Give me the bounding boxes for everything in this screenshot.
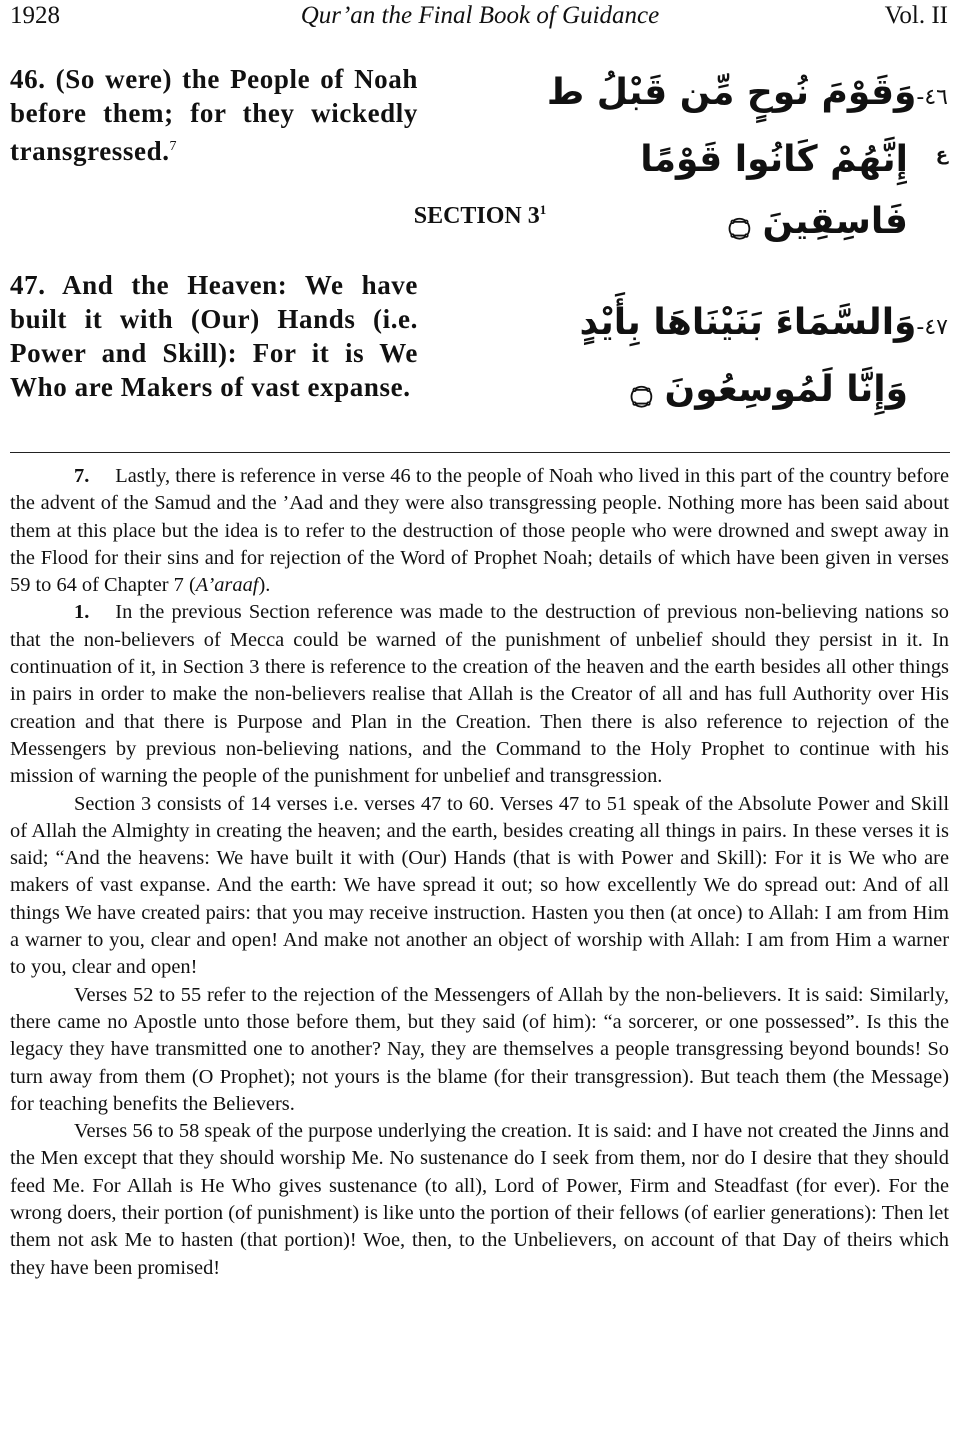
footnotes — [10, 463, 949, 1282]
verse-46-arabic-line2: إِنَّهُمْ كَانُوا قَوْمًا فَاسِقِينَ ۝ — [640, 139, 908, 242]
verse-46-text: 46. (So were) the People of Noah before them; for they wickedly transgressed. — [10, 64, 418, 166]
divider-rule — [10, 452, 950, 453]
footnote-ref-7: 7 — [169, 139, 178, 154]
verse-47-arabic-number: ٤٧- — [916, 315, 948, 340]
footnote-7-label: 7. — [74, 465, 90, 487]
running-header — [10, 2, 950, 36]
book-title: Qur’an the Final Book of Guidance — [300, 2, 660, 29]
verse-47-arabic — [528, 292, 948, 421]
verse-46-arabic-number: ٤٦- — [916, 85, 948, 110]
commentary-paragraph-3: Verses 56 to 58 speak of the purpose underlying the creation. It is said: and I have not created the Jinns and the Men except that they should worship Me. No sustenance do I seek from them, nor do I desire that they should feed Me. For Allah is He Who gives sustenance (to all), Lord of Power, Firm and Steadfast (for ever). For the wrong doers, their portion (of punishment) is like unto the portion of their fellows (of earlier generations): Then let them not ask Me to hasten (that portion)! Woe, then, to the Unbelievers, on account of that Day of theirs which they have been promised! — [10, 1120, 949, 1279]
footnote-ref-1: 1 — [539, 202, 547, 217]
commentary-paragraph-2: Verses 52 to 55 refer to the rejection of the Messengers of Allah by the non-believers. It is said: Similarly, there came no Apostle unto those before them, but they said (of him): “a sorcerer, or one possessed”. Is this the legacy they have transmitted one to another? Nay, they are themselves a people transgressing beyond bounds! So turn away from them (O Prophet); not yours is the blame (for their transgression). But teach them (the Message) for teaching benefits the Believers. — [10, 983, 949, 1115]
footnote-7: 7. Lastly, there is reference in verse 46 to the people of Noah who lived in this part of the country before the advent of the Samud and the ’Aad and they were also transgressing people. Nothing more has been said about them at this place but the idea is to refer to the destruction of those people who were drowned and swept away in the Flood for their sins and for rejection of the Word of Prophet Noah; details of which have been given in verses 59 to 64 of Chapter 7 (A’araaf). — [10, 465, 949, 597]
footnote-1-label: 1. — [74, 601, 90, 624]
section-heading — [0, 202, 960, 230]
ruku-mark: ع — [935, 144, 948, 165]
section-title: SECTION 3 — [413, 203, 540, 229]
verse-46-translation — [10, 62, 418, 168]
verse-47-arabic-line2: وَإِنَّا لَمُوسِعُونَ ۝ — [630, 369, 908, 410]
volume-label: Vol. II — [884, 2, 948, 29]
verse-47-translation: 47. And the Heaven: We have built it with (Our) Hands (i.e. Power and Skill): For it is We Who are Makers of vast expanse. — [10, 270, 418, 402]
verse-47-arabic-line1: ٤٧-وَالسَّمَاءَ بَنَيْنَاهَا بِأَيْدٍ — [579, 302, 948, 343]
page-number: 1928 — [10, 2, 60, 29]
chapter-ref: A’araaf — [195, 574, 259, 597]
verse-46-arabic-line1: ٤٦-وَقَوْمَ نُوحٍ مِّن قَبْلُ ط — [546, 72, 948, 113]
footnote-1: 1. In the previous Section reference was made to the destruction of previous non-believing nations so that the non-believers of Mecca could be warned of the punishment of unbelief should they persist in it. In continuation of it, in Section 3 there is reference to the creation of the heaven and the earth besides all other things in pairs in order to make the non-believers realise that Allah is the Creator of all and has full Authority over His creation and that there is Purpose and Plan in the Creation. Then there is also reference to rejection of the Messengers by previous non-believing nations, and the Command to the Holy Prophet to continue with his mission of warning the people of the punishment for unbelief and transgression. — [10, 601, 949, 788]
commentary-paragraph-1: Section 3 consists of 14 verses i.e. verses 47 to 60. Verses 47 to 51 speak of the Absolute Power and Skill of Allah the Almighty in creating the heaven; and the earth, besides creating all things in pairs. In these verses it is said; “And the heavens: We have built it with (Our) Hands (that is with Power and Skill): For it is We who are makers of vast expanse. And the earth: We have spread it out; so how excellently We do spread out: And of all things We have created pairs: that you may receive instruction. Hasten you then (at once) to Allah: I am from Him a warner to you, clear and open! And make not another an object of worship with Allah: I am from Him a warner to you, clear and open! — [10, 792, 949, 979]
